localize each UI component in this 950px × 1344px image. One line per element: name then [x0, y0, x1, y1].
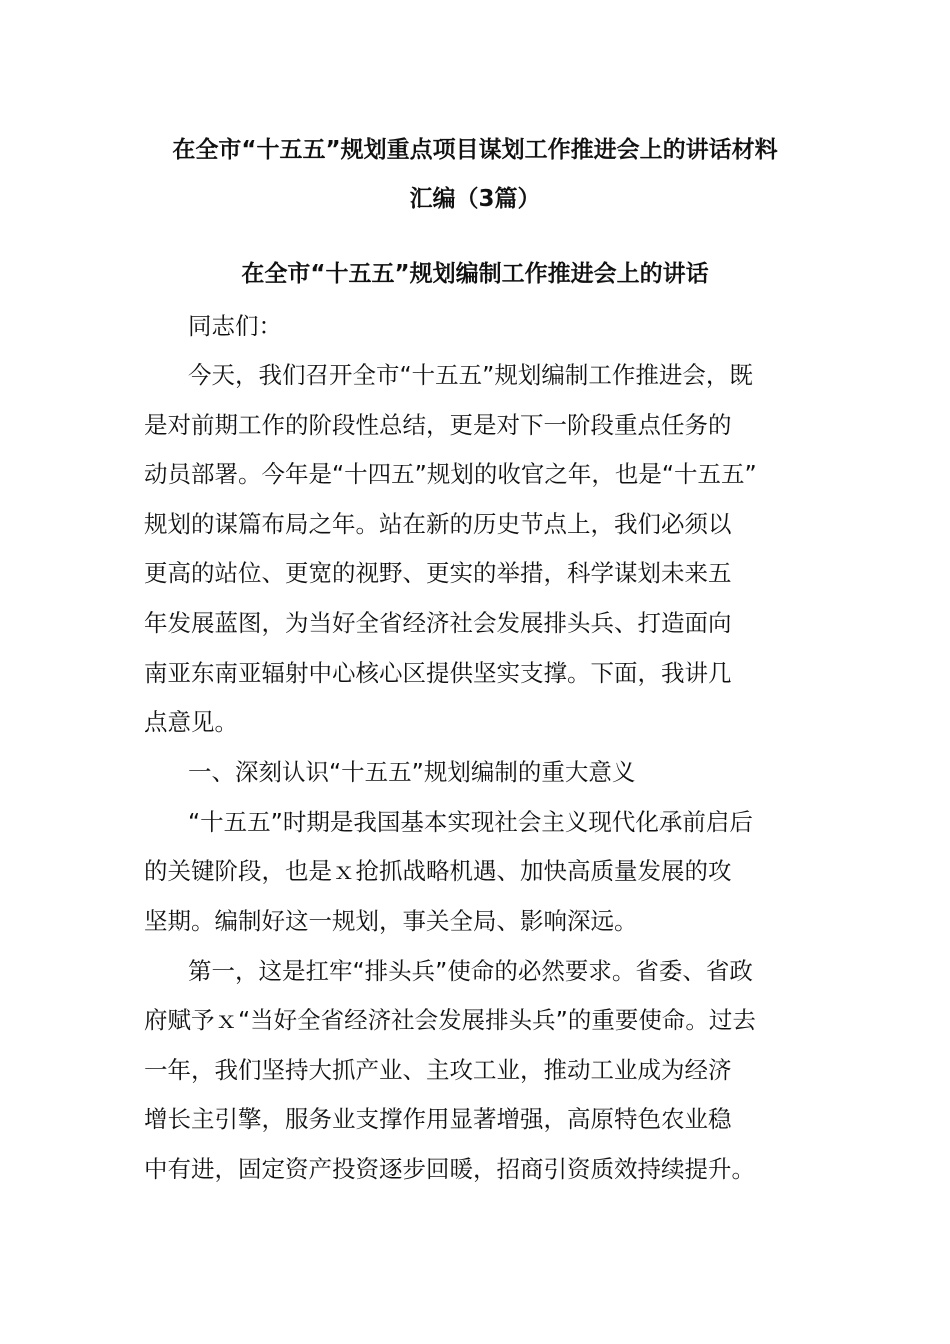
paragraph-line: 今天，我们召开全市“十五五”规划编制工作推进会，既	[188, 361, 753, 389]
paragraph-line: 坚期。编制好这一规划，事关全局、影响深远。	[144, 907, 638, 935]
paragraph-line: 中有进，固定资产投资逐步回暖，招商引资质效持续提升。	[144, 1155, 755, 1183]
paragraph-line: “十五五”时期是我国基本实现社会主义现代化承前启后	[188, 808, 753, 836]
paragraph-line: 南亚东南亚辐射中心核心区提供坚实支撑。下面，我讲几	[144, 659, 732, 687]
paragraph-line: 更高的站位、更宽的视野、更实的举措，科学谋划未来五	[144, 559, 732, 587]
section-heading: 一、深刻认识“十五五”规划编制的重大意义	[188, 758, 636, 786]
salutation: 同志们：	[188, 312, 282, 340]
document-title-line-2: 汇编（3篇）	[409, 186, 541, 212]
speech-title: 在全市“十五五”规划编制工作推进会上的讲话	[241, 261, 709, 287]
paragraph-line: 一年，我们坚持大抓产业、主攻工业，推动工业成为经济	[144, 1056, 732, 1084]
paragraph-line: 的关键阶段，也是ｘ抢抓战略机遇、加快高质量发展的攻	[144, 857, 732, 885]
paragraph-line: 年发展蓝图，为当好全省经济社会发展排头兵、打造面向	[144, 609, 732, 637]
paragraph-line: 是对前期工作的阶段性总结，更是对下一阶段重点任务的	[144, 411, 732, 439]
document-title-line-1: 在全市“十五五”规划重点项目谋划工作推进会上的讲话材料	[172, 137, 778, 163]
paragraph-line: 第一，这是扛牢“排头兵”使命的必然要求。省委、省政	[188, 957, 753, 985]
paragraph-line: 规划的谋篇布局之年。站在新的历史节点上，我们必须以	[144, 510, 732, 538]
paragraph-line: 动员部署。今年是“十四五”规划的收官之年，也是“十五五”	[144, 460, 757, 488]
paragraph-line: 点意见。	[144, 708, 238, 736]
paragraph-line: 府赋予ｘ“当好全省经济社会发展排头兵”的重要使命。过去	[144, 1006, 756, 1034]
paragraph-line: 增长主引擎，服务业支撑作用显著增强，高原特色农业稳	[144, 1105, 732, 1133]
